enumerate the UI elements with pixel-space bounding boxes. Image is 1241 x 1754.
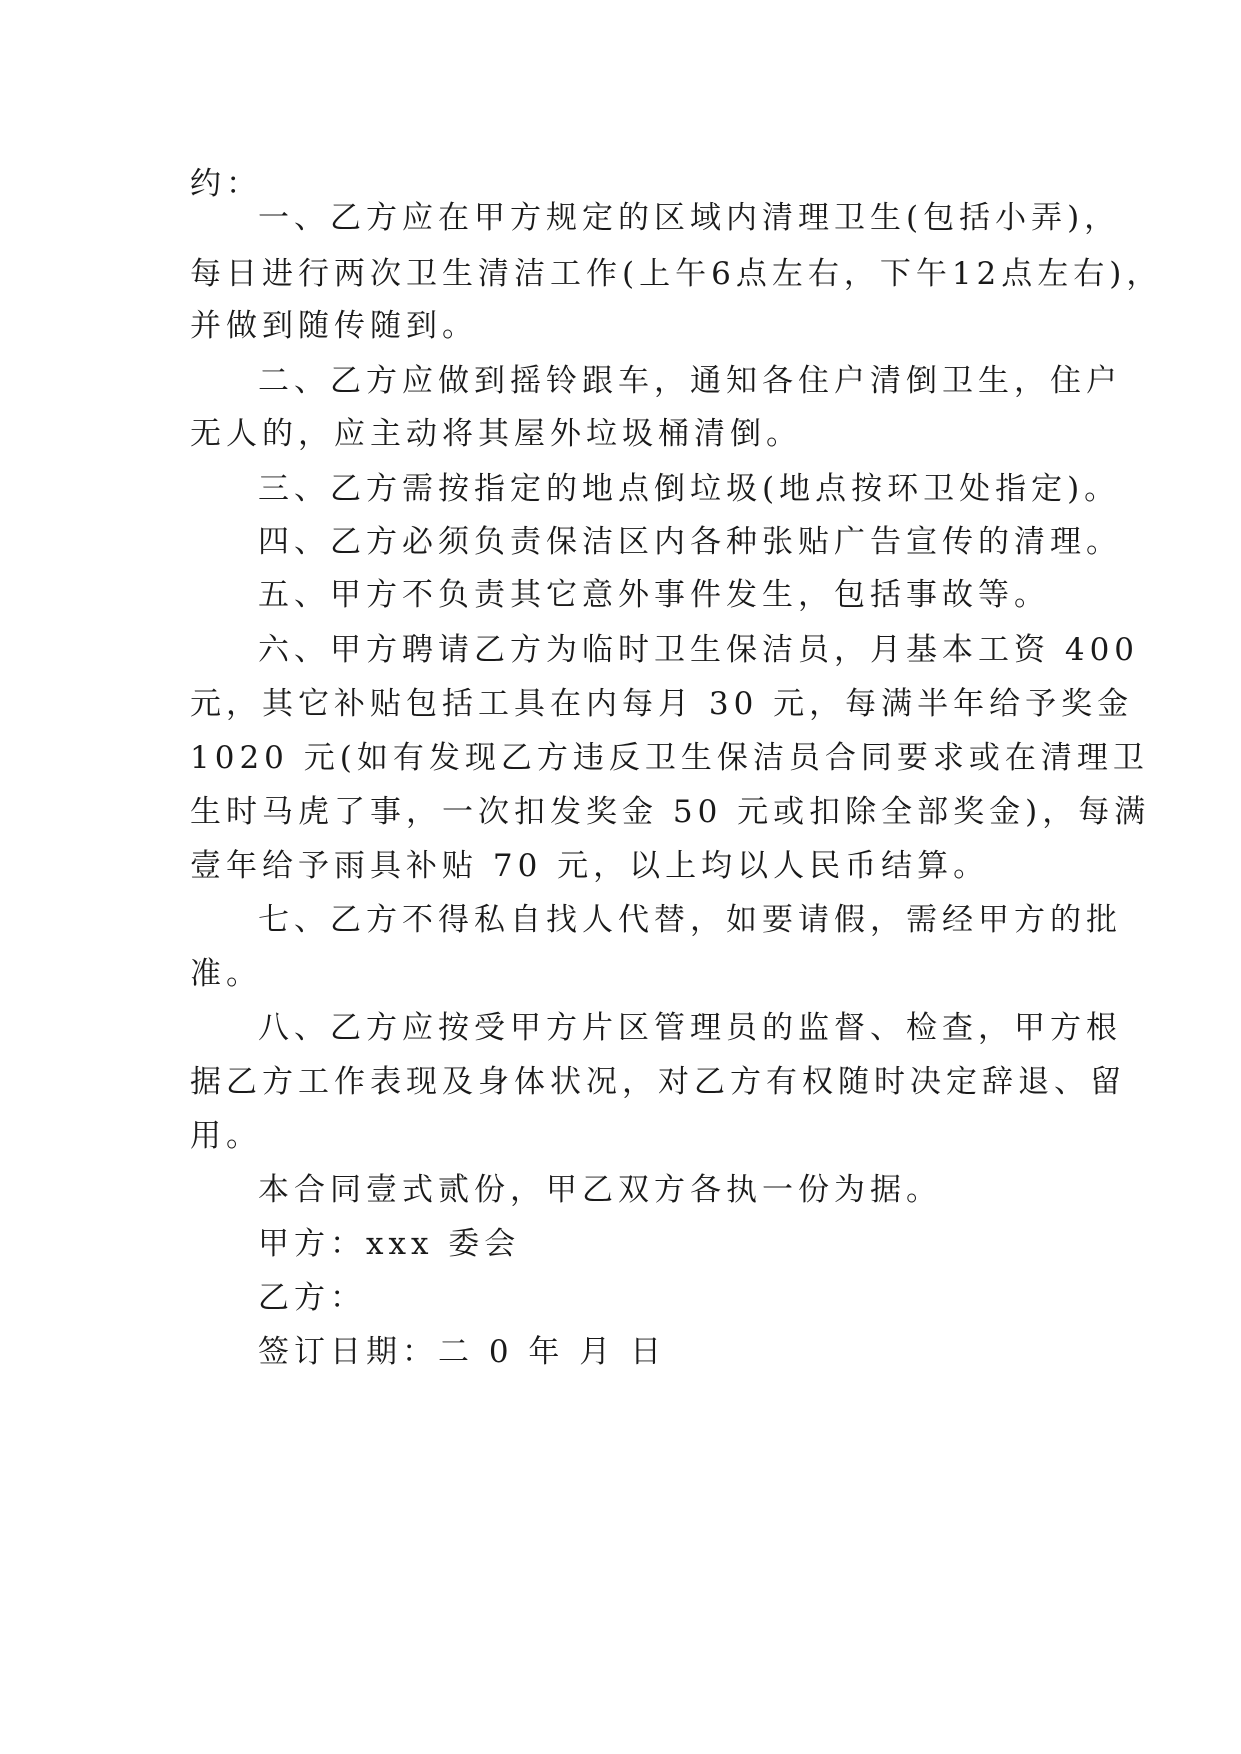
clause-6-line-5: 壹年给予雨具补贴 70 元，以上均以人民币结算。 bbox=[190, 848, 990, 884]
clause-8-line-3: 用。 bbox=[190, 1118, 262, 1154]
clause-6-line-3: 1020 元(如有发现乙方违反卫生保洁员合同要求或在清理卫 bbox=[190, 740, 1149, 776]
clause-4-line-1: 四、乙方必须负责保洁区内各种张贴广告宣传的清理。 bbox=[258, 524, 1122, 560]
party-b-signature-line: 乙方： bbox=[258, 1280, 366, 1316]
clause-7-line-1: 七、乙方不得私自找人代替，如要请假，需经甲方的批 bbox=[258, 902, 1122, 938]
signing-date-line: 签订日期：二 0 年 月 日 bbox=[258, 1334, 667, 1370]
text-line-1: 约： bbox=[190, 166, 262, 202]
clause-3-line-1: 三、乙方需按指定的地点倒垃圾(地点按环卫处指定)。 bbox=[258, 471, 1121, 507]
clause-5-line-1: 五、甲方不负责其它意外事件发生，包括事故等。 bbox=[258, 577, 1050, 613]
clause-6-line-1: 六、甲方聘请乙方为临时卫生保洁员，月基本工资 400 bbox=[258, 632, 1140, 668]
clause-1-line-1: 一、乙方应在甲方规定的区域内清理卫生(包括小弄)， bbox=[258, 200, 1121, 236]
clause-2-line-2: 无人的，应主动将其屋外垃圾桶清倒。 bbox=[190, 416, 802, 452]
clause-8-line-2: 据乙方工作表现及身体状况，对乙方有权随时决定辞退、留 bbox=[190, 1064, 1126, 1100]
clause-6-line-4: 生时马虎了事，一次扣发奖金 50 元或扣除全部奖金)，每满 bbox=[190, 794, 1151, 830]
clause-1-line-2: 每日进行两次卫生清洁工作(上午6点左右，下午12点左右)， bbox=[190, 256, 1163, 292]
clause-1-line-3: 并做到随传随到。 bbox=[190, 308, 478, 344]
party-a-signature-line: 甲方：xxx 委会 bbox=[258, 1226, 521, 1262]
clause-6-line-2: 元，其它补贴包括工具在内每月 30 元，每满半年给予奖金 bbox=[190, 686, 1134, 722]
clause-2-line-1: 二、乙方应做到摇铃跟车，通知各住户清倒卫生，住户 bbox=[258, 363, 1122, 399]
contract-copies-statement: 本合同壹式贰份，甲乙双方各执一份为据。 bbox=[258, 1172, 942, 1208]
clause-7-line-2: 准。 bbox=[190, 956, 262, 992]
clause-8-line-1: 八、乙方应按受甲方片区管理员的监督、检查，甲方根 bbox=[258, 1010, 1122, 1046]
